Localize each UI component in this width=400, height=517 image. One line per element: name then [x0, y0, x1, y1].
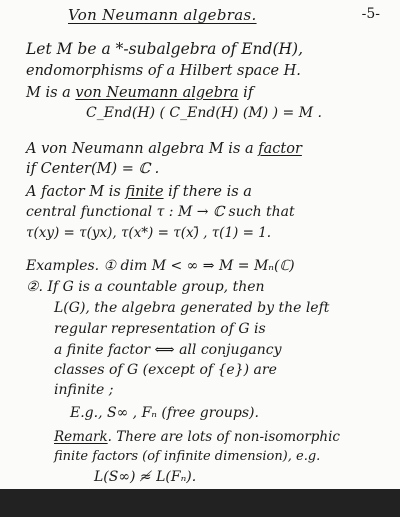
- example-2-line-1: ②. If G is a countable group, then: [26, 279, 265, 295]
- example-groups: E.g., S∞ , Fₙ (free groups).: [70, 405, 259, 421]
- page-title: Von Neumann algebras.: [68, 6, 257, 24]
- finite-definition-line-2: central functional τ : M → ℂ such that: [26, 204, 295, 220]
- definition-line-1: Let M be a *-subalgebra of End(H),: [26, 40, 304, 58]
- remark-line-3: L(S∞) ≉ L(Fₙ).: [94, 469, 197, 485]
- example-2-line-2: L(G), the algebra generated by the left: [54, 300, 330, 316]
- example-2-line-5: classes of G (except of {e}) are: [54, 362, 277, 378]
- example-1: Examples. ① dim M < ∞ ⇒ M = Mₙ(ℂ): [26, 258, 295, 274]
- page-number: -5-: [361, 6, 380, 22]
- definition-line-2: endomorphisms of a Hilbert space H.: [26, 63, 301, 79]
- example-2-line-4: a finite factor ⟺ all conjugancy: [54, 342, 282, 358]
- factor-definition-line-1: A von Neumann algebra M is a factor: [26, 141, 302, 157]
- factor-term: factor: [258, 141, 302, 157]
- trace-properties: τ(xy) = τ(yx), τ(x*) = τ(x)̄ , τ(1) = 1.: [26, 225, 272, 241]
- finite-term: finite: [125, 184, 164, 200]
- example-2-line-3: regular representation of G is: [54, 321, 266, 337]
- finite-definition-line-1: A factor M is finite if there is a: [26, 184, 252, 200]
- example-2-line-6: infinite ;: [54, 382, 114, 398]
- factor-definition-line-2: if Center(M) = ℂ .: [26, 161, 160, 177]
- bicommutant-equation: C_End(H) ( C_End(H) (M) ) = M .: [86, 105, 322, 121]
- remark-line-1: Remark. There are lots of non-isomorphic: [54, 429, 340, 445]
- bottom-bar: [0, 489, 400, 517]
- von-neumann-algebra-term: von Neumann algebra: [75, 85, 239, 101]
- remark-line-2: finite factors (of infinite dimension), e.g.: [54, 449, 321, 464]
- remark-term: Remark: [54, 429, 108, 445]
- definition-line-3: M is a von Neumann algebra if: [26, 85, 254, 101]
